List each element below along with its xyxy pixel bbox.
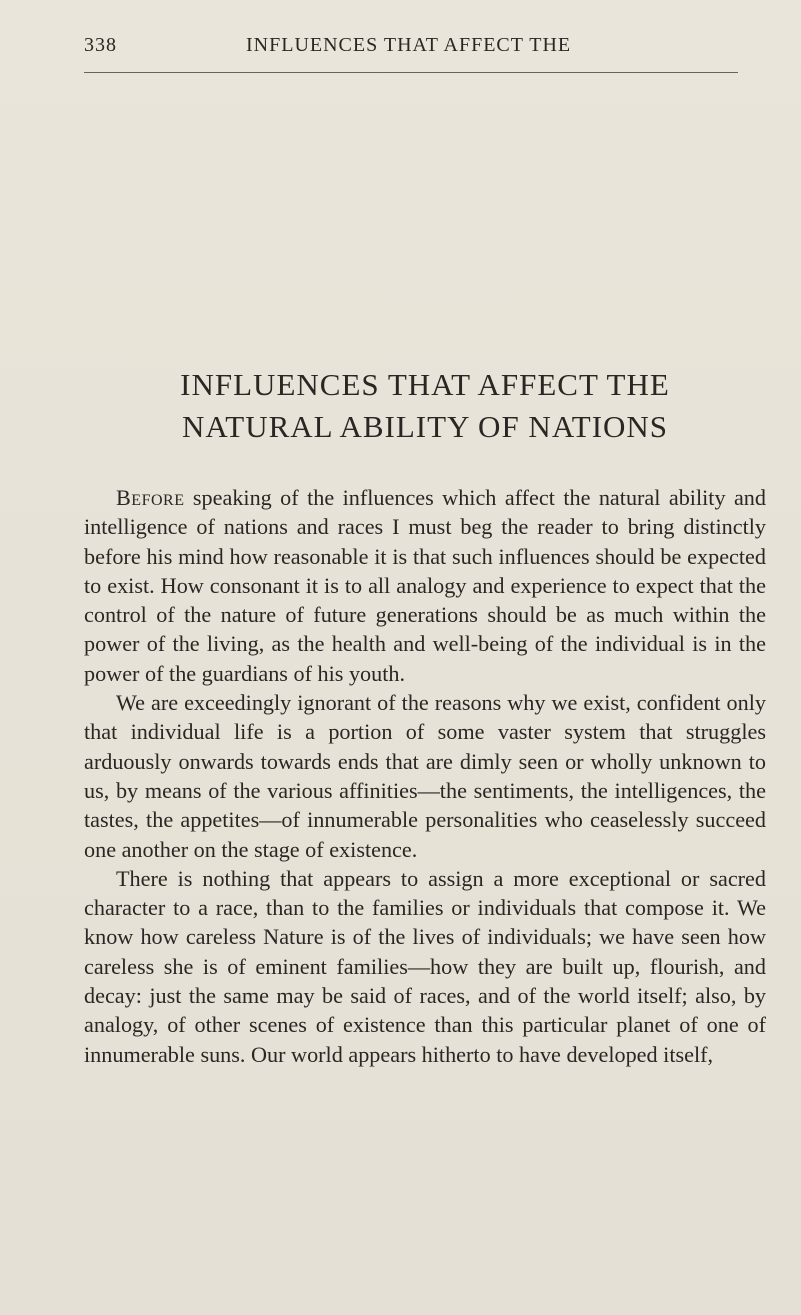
paragraph-3: There is nothing that appears to assign a more exceptional or sacred character to a race, than to the families or individuals that compose it. We know how careless Nature is of the lives of individuals; we have seen how careless she is of eminent families—how they are built up, flourish, and decay: just the same may be said of races, and of the world itself; also, by analogy, of other scenes of existence than this particular planet of one of innumerable suns. Our world appears hitherto to have developed itself, xyxy=(84,865,766,1067)
running-head xyxy=(84,34,734,62)
paragraph-1-text: speaking of the influences which affect the natural ability and intelligence of nations and races I must beg the reader to bring distinctly before his mind how reasonable it is that such influences should be expected to exist. How consonant it is to all analogy and experience to expect that the control of the nature of future generations should be as much within the power of the living, as the health and well-being of the individual is in the power of the guardians of his youth. xyxy=(84,485,766,686)
paragraph-1 xyxy=(84,483,766,688)
paragraph-2: We are exceedingly ignorant of the reasons why we exist, confident only that individual life is a portion of some vaster system that struggles arduously onwards towards ends that are dimly seen or wholly unknown to us, by means of the various affinities—the sentiments, the intelligences, the tastes, the appetites—of innumerable personalities who ceaselessly succeed one another on the stage of existence. xyxy=(84,690,766,862)
body-text xyxy=(84,483,766,1069)
chapter-title xyxy=(84,364,766,448)
header-rule xyxy=(84,72,738,73)
paragraph-1-lead-word: Before xyxy=(116,485,185,510)
running-title: INFLUENCES THAT AFFECT THE xyxy=(246,34,572,56)
chapter-title-line-2: NATURAL ABILITY OF NATIONS xyxy=(181,409,669,444)
chapter-title-line-1: INFLUENCES THAT AFFECT THE xyxy=(180,367,670,402)
page-number: 338 xyxy=(84,34,117,56)
